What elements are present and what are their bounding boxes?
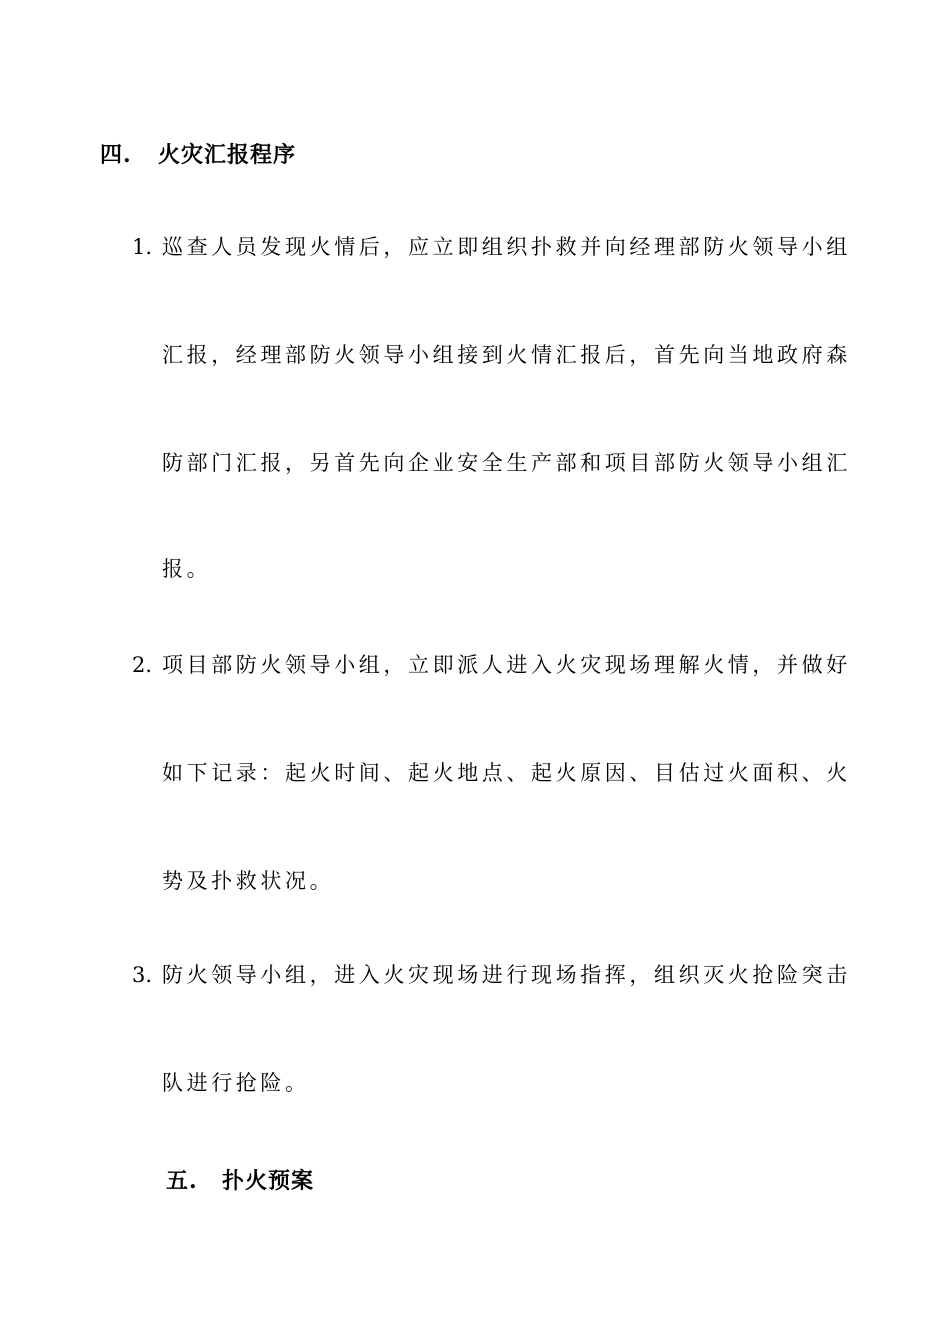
paragraph-line: 报。 <box>162 557 212 581</box>
paragraph-line: 项目部防火领导小组，立即派人进入火灾现场理解火情，并做好 <box>162 653 851 677</box>
paragraph-line: 防火领导小组，进入火灾现场进行现场指挥，组织灭火抢险突击 <box>162 963 851 987</box>
paragraph-line: 如下记录：起火时间、起火地点、起火原因、目估过火面积、火 <box>162 761 851 785</box>
list-marker: 2. <box>132 653 153 677</box>
paragraph-line: 防部门汇报，另首先向企业安全生产部和项目部防火领导小组汇 <box>162 451 851 475</box>
paragraph-line: 队进行抢险。 <box>162 1071 310 1095</box>
section-heading-5 <box>166 1164 314 1195</box>
section-title: 火灾汇报程序 <box>158 142 297 168</box>
paragraph-line: 巡查人员发现火情后，应立即组织扑救并向经理部防火领导小组 <box>162 235 851 259</box>
list-marker: 3. <box>132 963 153 987</box>
section-title: 扑火预案 <box>222 1168 315 1194</box>
paragraph-line: 汇报，经理部防火领导小组接到火情汇报后，首先向当地政府森 <box>162 343 851 367</box>
section-number: 四. <box>100 142 132 168</box>
paragraph-line: 势及扑救状况。 <box>162 869 335 893</box>
list-marker: 1. <box>132 235 153 259</box>
section-number: 五. <box>166 1168 198 1194</box>
section-heading-4 <box>100 138 296 169</box>
